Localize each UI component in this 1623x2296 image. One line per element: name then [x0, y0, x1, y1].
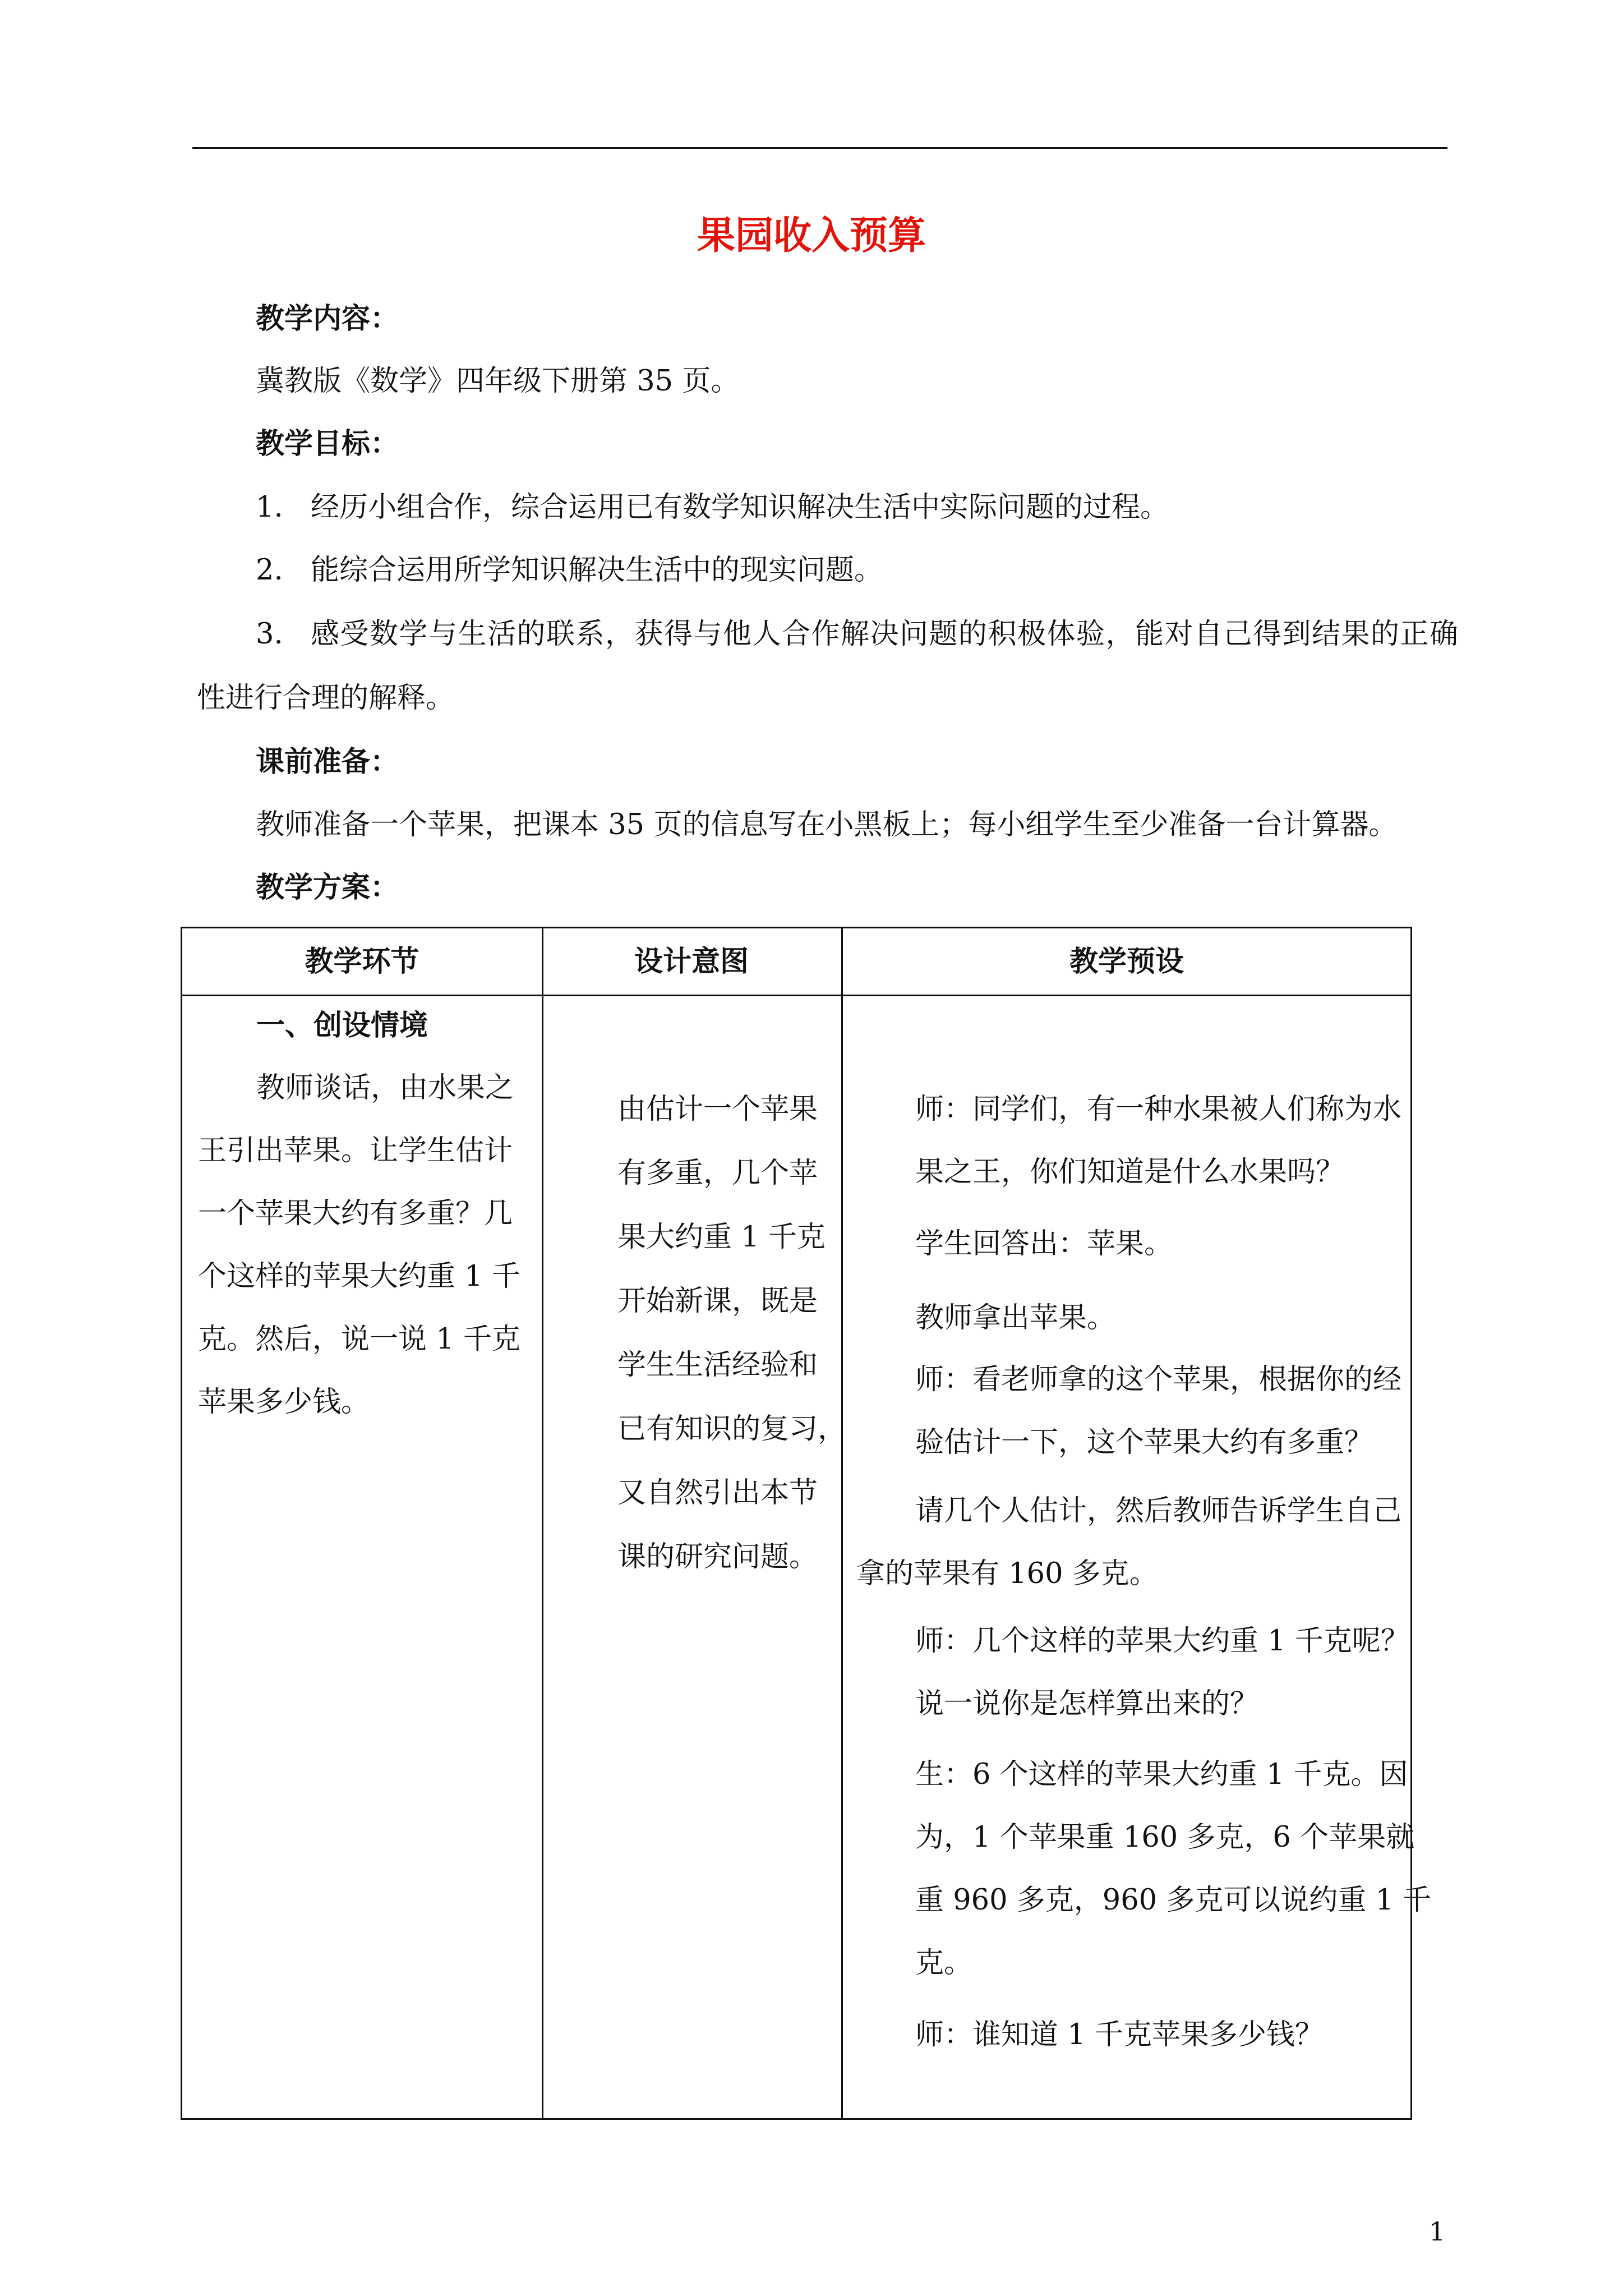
objective-1-num: 1. [256, 491, 283, 524]
preset-line: 请几个人估计，然后教师告诉学生自己 [915, 1494, 1402, 1527]
stage-line: 个这样的苹果大约重 1 千 [198, 1260, 520, 1293]
page-number: 1 [1429, 2216, 1446, 2247]
preset-line: 克。 [915, 1947, 973, 1980]
intent-line: 课的研究问题。 [617, 1540, 818, 1573]
stage-line: 一个苹果大约有多重？几 [198, 1197, 513, 1230]
preset-line: 师：几个这样的苹果大约重 1 千克呢？ [915, 1625, 1409, 1658]
stage-line: 克。然后，说一说 1 千克 [198, 1323, 520, 1356]
header-rule [192, 147, 1447, 149]
preset-line: 为，1 个苹果重 160 多克，6 个苹果就 [915, 1821, 1415, 1854]
preset-line: 教师拿出苹果。 [915, 1301, 1116, 1335]
objective-2-text: 能综合运用所学知识解决生活中的现实问题。 [311, 554, 883, 587]
plan-table [181, 927, 1432, 2120]
preset-line: 验估计一下，这个苹果大约有多重？ [915, 1426, 1373, 1459]
preset-line: 学生回答出：苹果。 [915, 1227, 1173, 1260]
content-text: 冀教版《数学》四年级下册第 35 页。 [256, 365, 740, 398]
stage-line: 苹果多少钱。 [198, 1386, 370, 1419]
heading-preparation: 课前准备： [256, 745, 399, 779]
preset-line: 生：6 个这样的苹果大约重 1 千克。因 [915, 1758, 1408, 1791]
preset-line: 果之王，你们知道是什么水果吗？ [915, 1156, 1345, 1189]
objective-1-text: 经历小组合作，综合运用已有数学知识解决生活中实际问题的过程。 [311, 491, 1169, 524]
table-header-divider [182, 995, 1410, 996]
intent-line: 有多重，几个苹 [617, 1157, 818, 1190]
stage-heading: 一、创设情境 [256, 1009, 428, 1042]
intent-line: 又自然引出本节 [617, 1476, 818, 1510]
table-col-divider-2 [841, 928, 843, 2118]
preset-line: 重 960 多克，960 多克可以说约重 1 千 [915, 1884, 1432, 1917]
table-header-preset: 教学预设 [1069, 945, 1184, 978]
objective-3-text: 感受数学与生活的联系，获得与他人合作解决问题的积极体验，能对自己得到结果的正确 [311, 618, 1459, 651]
objective-2-num: 2. [256, 554, 283, 587]
heading-plan: 教学方案： [256, 871, 399, 904]
objective-3-num: 3. [256, 618, 283, 651]
preparation-text: 教师准备一个苹果，把课本 35 页的信息写在小黑板上；每小组学生至少准备一台计算器。 [256, 808, 1398, 841]
preset-line: 说一说你是怎样算出来的？ [915, 1687, 1259, 1720]
intent-line: 果大约重 1 千克 [617, 1221, 826, 1254]
table-header-intent: 设计意图 [634, 945, 749, 978]
heading-content: 教学内容： [256, 302, 399, 335]
stage-line: 王引出苹果。让学生估计 [198, 1134, 513, 1167]
preset-line: 师：看老师拿的这个苹果，根据你的经 [915, 1363, 1402, 1396]
preset-line: 师：谁知道 1 千克苹果多少钱？ [915, 2018, 1324, 2051]
stage-line: 教师谈话，由水果之 [256, 1071, 514, 1105]
page-title: 果园收入预算 [697, 213, 926, 258]
intent-line: 由估计一个苹果 [617, 1093, 818, 1126]
intent-line: 学生生活经验和 [617, 1349, 818, 1382]
objective-3-text-cont: 性进行合理的解释。 [197, 682, 455, 715]
table-col-divider-1 [542, 928, 543, 2118]
table-header-stage: 教学环节 [305, 945, 419, 978]
intent-line: 开始新课，既是 [617, 1285, 818, 1318]
preset-line: 拿的苹果有 160 多克。 [856, 1557, 1158, 1590]
intent-line: 已有知识的复习， [617, 1412, 847, 1446]
preset-line: 师：同学们，有一种水果被人们称为水 [915, 1093, 1402, 1126]
heading-objectives: 教学目标： [256, 427, 399, 461]
